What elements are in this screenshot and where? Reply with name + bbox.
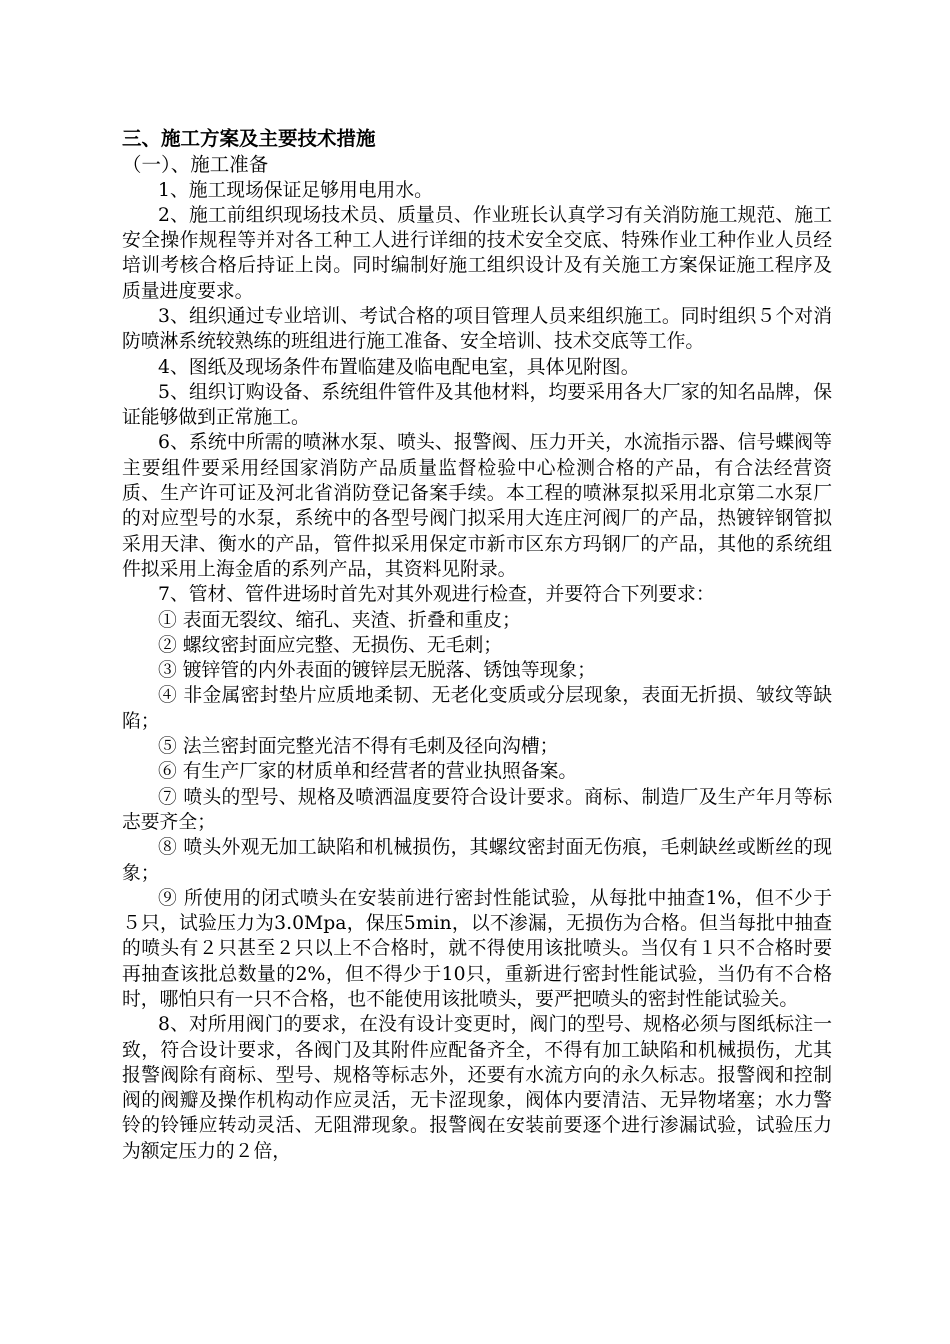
list-item-1: ① 表面无裂纹、缩孔、夹渣、折叠和重皮； xyxy=(158,609,521,631)
list-item-7: ⑦ 喷头的型号、规格及喷洒温度要符合设计要求。商标、制造厂及生产年月等标志要齐全； xyxy=(122,786,832,833)
subsection-heading: （一）、施工准备 xyxy=(122,153,269,176)
document-page xyxy=(122,126,832,1164)
section-heading: 三、施工方案及主要技术措施 xyxy=(122,127,376,150)
paragraph-4: 4、图纸及现场条件布置临建及临电配电室，具体见附图。 xyxy=(158,356,640,378)
paragraph-6: 6、系统中所需的喷淋水泵、喷头、报警阀、压力开关，水流指示器、信号蝶阀等主要组件要采用经国家消防产品质量监督检验中心检测合格的产品，有合法经营资质、生产许可证及河北省消防登记备案手续。本工程的喷淋泵拟采用北京第二水泵厂的对应型号的水泵，系统中的各型号阀门拟采用大连庄河阀厂的产品，热镀锌钢管拟采用天津、衡水的产品，管件拟采用保定市新市区东方玛钢厂的产品，其他的系统组件拟采用上海金盾的系列产品，其资料见附录。 xyxy=(122,432,832,580)
paragraph-2: 2、施工前组织现场技术员、质量员、作业班长认真学习有关消防施工规范、施工安全操作规程等并对各工种工人进行详细的技术安全交底、特殊作业工种作业人员经培训考核合格后持证上岗。同时编制好施工组织设计及有关施工方案保证施工程序及质量进度要求。 xyxy=(122,204,832,302)
paragraph-3: 3、组织通过专业培训、考试合格的项目管理人员来组织施工。同时组织５个对消防喷淋系统较熟练的班组进行施工准备、安全培训、技术交底等工作。 xyxy=(122,305,832,353)
paragraph-8: 8、对所用阀门的要求，在没有设计变更时，阀门的型号、规格必须与图纸标注一致，符合设计要求，各阀门及其附件应配备齐全，不得有加工缺陷和机械损伤，尤其报警阀除有商标、型号、规格等标志外，还要有水流方向的永久标志。报警阀和控制阀的阀瓣及操作机构动作应灵活，无卡涩现象，阀体内要清洁、无异物堵塞；水力警铃的铃锤应转动灵活、无阻滞现象。报警阀在安装前要逐个进行渗漏试验，试验压力为额定压力的２倍， xyxy=(122,1014,832,1162)
list-item-2: ② 螺纹密封面应完整、无损伤、无毛刺； xyxy=(158,634,503,656)
paragraph-7: 7、管材、管件进场时首先对其外观进行检查，并要符合下列要求： xyxy=(158,584,715,606)
list-item-4: ④ 非金属密封垫片应质地柔韧、无老化变质或分层现象，表面无折损、皱纹等缺陷； xyxy=(122,685,832,732)
paragraph-1: 1、施工现场保证足够用电用水。 xyxy=(158,179,433,201)
list-item-8: ⑧ 喷头外观无加工缺陷和机械损伤，其螺纹密封面无伤痕，毛刺缺丝或断丝的现象； xyxy=(122,837,832,884)
list-item-9: ⑨ 所使用的闭式喷头在安装前进行密封性能试验，从每批中抽查1%，但不少于５只，试验压力为3.0Mpa，保压5min，以不渗漏，无损伤为合格。但当每批中抽查的喷头有２只甚至２只以上不合格时，就不得使用该批喷头。当仅有１只不合格时要再抽查该批总数量的2%，但不得少于10只，重新进行密封性能试验，当仍有不合格时，哪怕只有一只不合格，也不能使用该批喷头，要严把喷头的密封性能试验关。 xyxy=(122,887,832,1010)
list-item-5: ⑤ 法兰密封面完整光洁不得有毛刺及径向沟槽； xyxy=(158,736,559,758)
paragraph-5: 5、组织订购设备、系统组件管件及其他材料，均要采用各大厂家的知名品牌，保证能够做到正常施工。 xyxy=(122,381,832,429)
list-item-3: ③ 镀锌管的内外表面的镀锌层无脱落、锈蚀等现象； xyxy=(158,660,596,682)
list-item-6: ⑥ 有生产厂家的材质单和经营者的营业执照备案。 xyxy=(158,761,578,783)
